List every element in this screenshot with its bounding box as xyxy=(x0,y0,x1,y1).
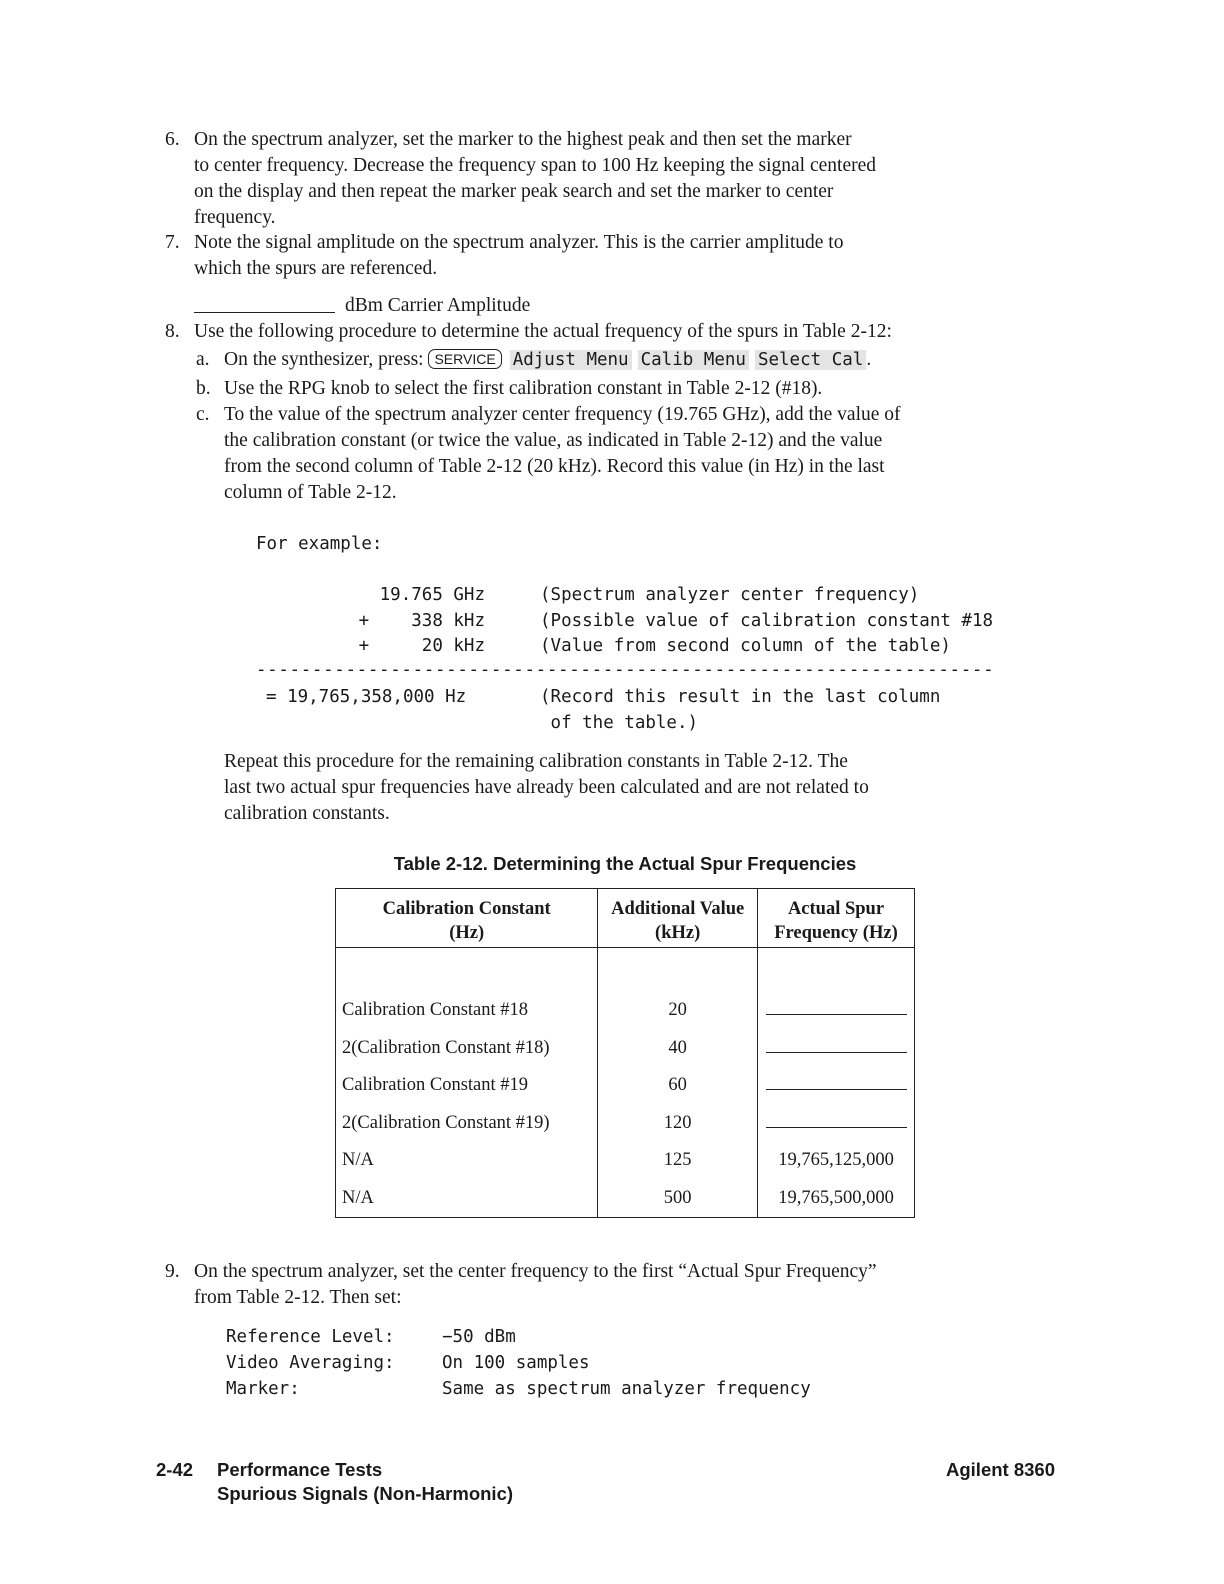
adjust-menu-softkey: Adjust Menu xyxy=(510,350,632,370)
substep-letter: a. xyxy=(196,349,210,370)
footer-product: Agilent 8360 xyxy=(946,1459,1055,1480)
example-result-note: of the table.) xyxy=(540,713,699,733)
text-line: from the second column of Table 2-12 (20 kHz). Record this value (in Hz) in the last xyxy=(224,456,885,477)
text-line: Note the signal amplitude on the spectrum analyzer. This is the carrier amplitude to xyxy=(194,232,844,253)
text-line: frequency. xyxy=(194,207,276,228)
text-line: To the value of the spectrum analyzer center frequency (19.765 GHz), add the value of xyxy=(224,404,901,425)
calib-menu-softkey: Calib Menu xyxy=(638,350,749,370)
cell-additional: 120 xyxy=(598,1105,758,1143)
cell-actual: 19,765,500,000 xyxy=(758,1180,915,1218)
example-operand: + 338 kHz xyxy=(358,611,485,631)
text-line: from Table 2-12. Then set: xyxy=(194,1287,402,1308)
setting-value: Same as spectrum analyzer frequency xyxy=(442,1379,811,1399)
step-7-text xyxy=(194,230,1074,282)
cell-additional: 60 xyxy=(598,1067,758,1105)
example-operand-note: (Value from second column of the table) xyxy=(540,636,951,656)
cell-additional: 125 xyxy=(598,1142,758,1180)
text-line: On the spectrum analyzer, set the center frequency to the first “Actual Spur Frequency” xyxy=(194,1261,877,1282)
setting-label: Video Averaging: xyxy=(226,1353,395,1373)
text-line: to center frequency. Decrease the frequency span to 100 Hz keeping the signal centered xyxy=(194,155,877,176)
column-header: Additional Value (kHz) xyxy=(598,889,758,948)
substep-a-text: On the synthesizer, press: xyxy=(224,349,424,370)
service-key: SERVICE xyxy=(428,349,501,369)
step-9-text xyxy=(194,1259,1074,1311)
cell-additional: 20 xyxy=(598,992,758,1030)
text-line: the calibration constant (or twice the value, as indicated in Table 2-12) and the value xyxy=(224,430,883,451)
step-6-text xyxy=(194,127,1074,231)
step-8-text: Use the following procedure to determine the actual frequency of the spurs in Table 2-12: xyxy=(194,321,892,342)
setting-label: Reference Level: xyxy=(226,1327,395,1347)
cell-constant: 2(Calibration Constant #19) xyxy=(336,1105,598,1143)
substep-a xyxy=(224,347,1084,373)
example-operand: 19.765 GHz xyxy=(348,585,485,605)
table-row xyxy=(336,1105,915,1143)
step-number: 8. xyxy=(165,321,180,342)
table-row xyxy=(336,1180,915,1218)
text-line: on the display and then repeat the marker peak search and set the marker to center xyxy=(194,181,834,202)
column-header: Calibration Constant (Hz) xyxy=(336,889,598,948)
blank-label: dBm Carrier Amplitude xyxy=(345,295,531,316)
example-rule: ------------------------------------------------------------------ xyxy=(256,660,995,680)
substep-c xyxy=(224,402,1084,506)
step-number: 6. xyxy=(165,129,180,150)
text-line: calibration constants. xyxy=(224,803,390,824)
setting-value: On 100 samples xyxy=(442,1353,590,1373)
table-caption: Table 2-12. Determining the Actual Spur Frequencies xyxy=(393,853,857,874)
fill-in-line xyxy=(194,294,335,313)
substep-letter: c. xyxy=(196,404,210,425)
fill-in-line xyxy=(766,1113,907,1128)
substep-letter: b. xyxy=(196,378,211,399)
setting-label: Marker: xyxy=(226,1379,300,1399)
cell-actual: 19,765,125,000 xyxy=(758,1142,915,1180)
table-row xyxy=(336,992,915,1030)
footer-section: Performance Tests xyxy=(217,1459,383,1480)
substep-a-end: . xyxy=(866,349,872,370)
table-row xyxy=(336,1030,915,1068)
carrier-amplitude-blank xyxy=(194,293,530,319)
cell-constant: Calibration Constant #18 xyxy=(336,992,598,1030)
cell-constant: Calibration Constant #19 xyxy=(336,1067,598,1105)
step-number: 9. xyxy=(165,1261,180,1282)
example-operand: + 20 kHz xyxy=(358,636,485,656)
footer-subsection: Spurious Signals (Non-Harmonic) xyxy=(217,1483,514,1504)
repeat-paragraph xyxy=(224,749,1084,827)
text-line: which the spurs are referenced. xyxy=(194,258,438,279)
column-header: Actual Spur Frequency (Hz) xyxy=(758,889,915,948)
cell-actual-blank xyxy=(758,992,915,1030)
text-line: On the spectrum analyzer, set the marker to the highest peak and then set the marker xyxy=(194,129,852,150)
example-result: = 19,765,358,000 Hz xyxy=(266,687,467,707)
table-row xyxy=(336,1067,915,1105)
step-number: 7. xyxy=(165,232,180,253)
cell-constant: 2(Calibration Constant #18) xyxy=(336,1030,598,1068)
table-header-row xyxy=(336,889,915,948)
page-number: 2-42 xyxy=(156,1459,194,1480)
fill-in-line xyxy=(766,1038,907,1053)
fill-in-line xyxy=(766,1000,907,1015)
example-operand-note: (Possible value of calibration constant #18 xyxy=(540,611,994,631)
setting-value: −50 dBm xyxy=(442,1327,516,1347)
cell-actual-blank xyxy=(758,1067,915,1105)
table-spacer-row xyxy=(336,948,915,993)
example-operand-note: (Spectrum analyzer center frequency) xyxy=(540,585,920,605)
cell-actual-blank xyxy=(758,1030,915,1068)
cell-additional: 40 xyxy=(598,1030,758,1068)
select-cal-softkey: Select Cal xyxy=(755,350,866,370)
spur-frequency-table xyxy=(335,888,915,1218)
text-line: Repeat this procedure for the remaining calibration constants in Table 2-12. The xyxy=(224,751,848,772)
text-line: column of Table 2-12. xyxy=(224,482,397,503)
cell-constant: N/A xyxy=(336,1142,598,1180)
cell-actual-blank xyxy=(758,1105,915,1143)
text-line: last two actual spur frequencies have already been calculated and are not related to xyxy=(224,777,869,798)
example-result-note: (Record this result in the last column xyxy=(540,687,941,707)
cell-additional: 500 xyxy=(598,1180,758,1218)
table-row xyxy=(336,1142,915,1180)
substep-b: Use the RPG knob to select the first calibration constant in Table 2-12 (#18). xyxy=(224,378,823,399)
example-heading: For example: xyxy=(256,534,383,554)
cell-constant: N/A xyxy=(336,1180,598,1218)
fill-in-line xyxy=(766,1075,907,1090)
